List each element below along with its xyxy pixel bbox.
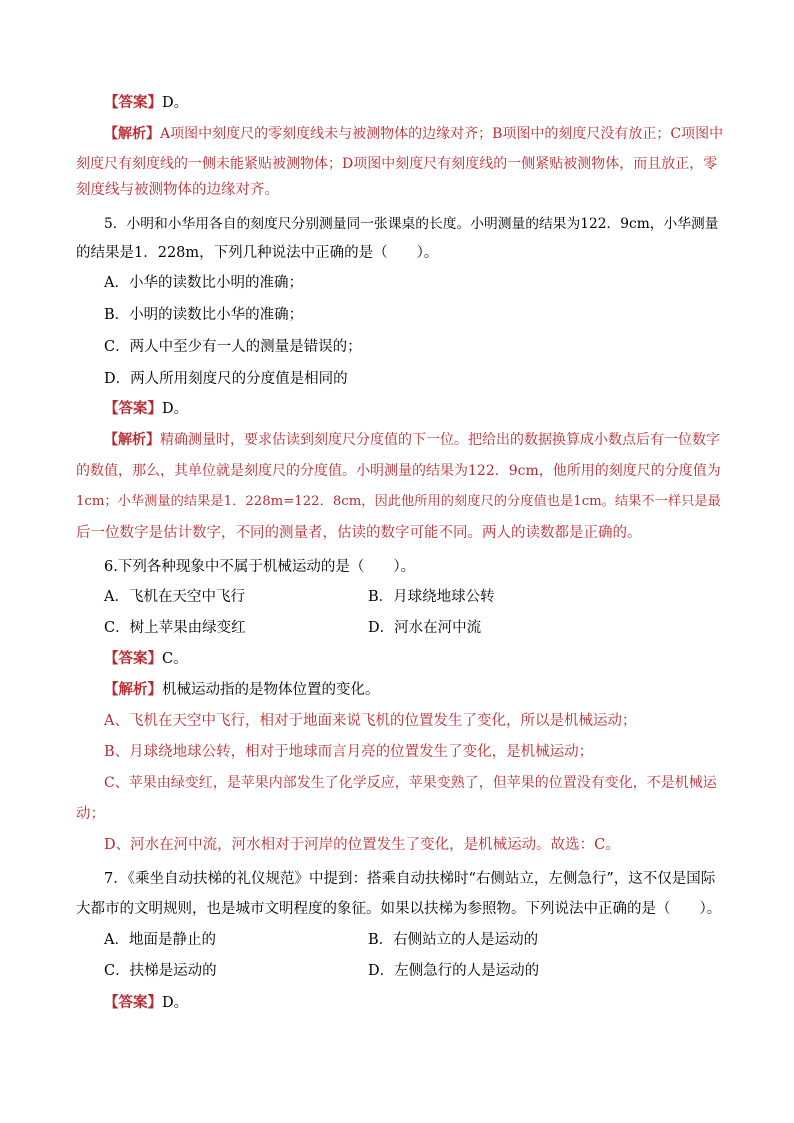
- answer-text: D。: [162, 401, 189, 417]
- q6-analysis-line-d: D、河水在河中流，河水相对于河岸的位置发生了变化，是机械运动。故选：C。: [104, 837, 620, 853]
- answer-tag: 【答案】: [104, 994, 162, 1011]
- q7-stem-line-2: 大都市的文明规则，也是城市文明程度的象征。如果以扶梯为参照物。下列说法中正确的是（ ）。: [76, 901, 722, 917]
- q7-stem-line-1: 7．《乘坐自动扶梯的礼仪规范》中提到：搭乘自动扶梯时“右侧站立，左侧急行”，这不仅是国际: [104, 871, 716, 887]
- answer-text: D。: [162, 95, 189, 111]
- analysis-text: 机械运动指的是物体位置的变化。: [162, 682, 380, 698]
- q6-option-a: A．飞机在天空中飞行: [104, 589, 245, 605]
- analysis-text: A项图中刻度尺的零刻度线未与被测物体的边缘对齐；B项图中的刻度尺没有放正；C项图中: [160, 126, 724, 142]
- q7-answer: [104, 993, 188, 1013]
- analysis-tag: 【解析】: [104, 432, 160, 448]
- q5-option-a: A．小华的读数比小明的准确；: [104, 275, 303, 291]
- q6-analysis-line-c: C、苹果由绿变红，是苹果内部发生了化学反应，苹果变熟了，但苹果的位置没有变化，不是机械运: [104, 775, 717, 791]
- answer-tag: 【答案】: [104, 94, 162, 111]
- q4-analysis-line-3: 刻度线与被测物体的边缘对齐。: [76, 182, 279, 198]
- q5-answer: [104, 399, 188, 419]
- answer-tag: 【答案】: [104, 400, 162, 417]
- analysis-tag: 【解析】: [104, 126, 160, 142]
- q6-answer: [104, 649, 188, 669]
- q6-option-d: D．河水在河中流: [368, 620, 482, 636]
- q6-stem: 6.下列各种现象中不属于机械运动的是（ ）。: [104, 559, 416, 575]
- q6-analysis-line-c-cont: 动；: [76, 806, 105, 822]
- q6-analysis-first: [104, 680, 380, 700]
- q6-analysis-line-a: A、飞机在天空中飞行，相对于地面来说飞机的位置发生了变化，所以是机械运动；: [104, 713, 637, 729]
- q6-analysis-line-b: B、月球绕地球公转，相对于地球而言月亮的位置发生了变化，是机械运动；: [104, 744, 594, 760]
- q6-option-c: C．树上苹果由绿变红: [104, 620, 246, 636]
- q5-option-b: B．小明的读数比小华的准确；: [104, 307, 304, 323]
- q5-option-c: C．两人中至少有一人的测量是错误的；: [104, 339, 362, 355]
- q5-stem-line-1: 5．小明和小华用各自的刻度尺分别测量同一张课桌的长度。小明测量的结果为122．9cm，小华测量: [104, 216, 719, 232]
- q7-option-a: A．地面是静止的: [104, 932, 216, 948]
- answer-tag: 【答案】: [104, 650, 162, 667]
- answer-text: C。: [162, 651, 188, 667]
- q5-analysis-line-3: 1cm；小华测量的结果是1．228m=122．8cm，因此他所用的刻度尺的分度值也是1cm。结果不一样只是最: [76, 494, 721, 509]
- analysis-text: 精确测量时，要求估读到刻度尺分度值的下一位。把给出的数据换算成小数点后有一位数字: [160, 432, 720, 448]
- analysis-tag: 【解析】: [104, 681, 162, 698]
- answer-text: D。: [162, 995, 189, 1011]
- q5-analysis-line-2: 的数值，那么，其单位就是刻度尺的分度值。小明测量的结果为122．9cm，他所用的刻度尺的分度值为: [76, 463, 721, 479]
- q4-analysis-line-2: 刻度尺有刻度线的一侧未能紧贴被测物体；D项图中刻度尺有刻度线的一侧紧贴被测物体，而且放正，零: [76, 156, 718, 172]
- q5-analysis-line-4: 后一位数字是估计数字，不同的测量者，估读的数字可能不同。两人的读数都是正确的。: [76, 525, 642, 541]
- q4-answer: [104, 93, 188, 113]
- q6-option-b: B．月球绕地球公转: [368, 589, 495, 605]
- q5-option-d: D．两人所用刻度尺的分度值是相同的: [104, 371, 348, 387]
- q7-option-c: C．扶梯是运动的: [104, 963, 217, 979]
- q7-option-d: D．左侧急行的人是运动的: [368, 963, 540, 979]
- q4-analysis-line-1: [104, 124, 723, 144]
- q5-analysis-line-1: [104, 430, 720, 450]
- q7-option-b: B．右侧站立的人是运动的: [368, 932, 539, 948]
- q5-stem-line-2: 的结果是1．228m，下列几种说法中正确的是（ ）。: [76, 245, 439, 261]
